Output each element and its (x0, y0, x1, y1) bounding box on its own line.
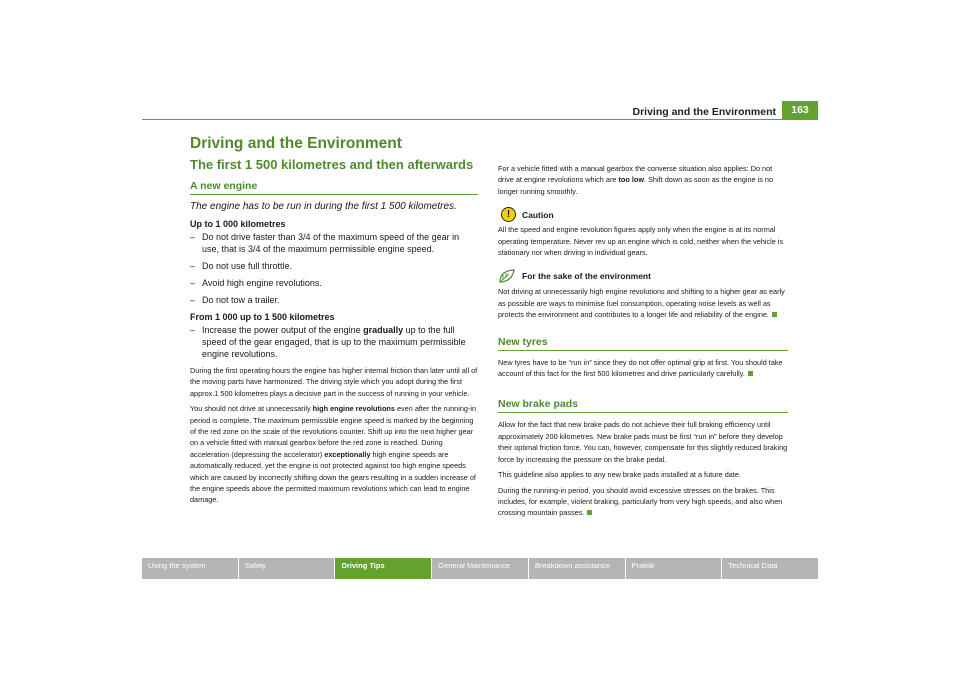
emphasis-gradually: gradually (363, 325, 404, 335)
running-header-title: Driving and the Environment (632, 106, 776, 118)
section-lead: The engine has to be run in during the first 1 500 kilometres. (190, 201, 457, 212)
text-run: up to the full speed of the gear engaged, that is up to the maximum permissible engine revolutions. (202, 325, 466, 359)
group-title-1000-1500: From 1 000 up to 1 500 kilometres (190, 312, 335, 322)
end-mark-icon (587, 510, 592, 515)
emphasis-exceptionally: exceptionally (324, 449, 371, 459)
emphasis-too-low: too low (618, 175, 645, 185)
tab-safety[interactable]: Safety (239, 558, 335, 579)
list-item: – Avoid high engine revolutions. (190, 277, 478, 289)
chapter-title: Driving and the Environment (190, 135, 402, 152)
list-1000-1500 (190, 324, 478, 360)
brakes-text-3 (498, 485, 788, 519)
end-mark-icon (748, 371, 753, 376)
tab-technical-data[interactable]: Technical Data (722, 558, 818, 579)
chapter-subtitle: The first 1 500 kilometres and then afterwards (190, 157, 474, 172)
paragraph-friction: During the first operating hours the engine has higher internal friction than later until all of the moving parts have harmonized. The driving style which you adopt during the first approx.1 500 kilometres plays a decisive part in the success of running in your vehicle. (190, 366, 478, 398)
caution-heading (498, 207, 788, 222)
emphasis-high-revolutions: high engine revolutions (312, 404, 395, 414)
chapter-tabs (142, 558, 818, 579)
tab-using-the-system[interactable]: Using the system (142, 558, 238, 579)
text-run: You should not drive at unnecessarily (190, 404, 313, 414)
text-run: New tyres have to be “run in” since they do not offer optimal grip at first. You should take account of this fact for the first 500 kilometres and drive particularly carefully. (498, 357, 783, 379)
list-item: – Do not tow a trailer. (190, 294, 478, 306)
text-run: even after the running-in period is complete. The maximum permissible engine speed is marked by the beginning of the red zone on the scale of the revolutions counter. Shift up into the next higher gear on a vehicle fitted with manual gearbox before the red zone is reached. During acceleration (depressing the accelerator) (190, 404, 477, 459)
page-number: 163 (782, 101, 818, 119)
text-run: Increase the power output of the engine (202, 325, 364, 335)
caution-title: Caution (522, 209, 554, 220)
section-new-brake-pads (498, 397, 788, 518)
caution-icon: ! (501, 207, 516, 222)
tyres-text (498, 357, 788, 380)
tab-praktik[interactable]: Praktik (626, 558, 722, 579)
paragraph-manual-gearbox (498, 163, 788, 197)
section-title-new-engine: A new engine (190, 179, 478, 195)
leaf-icon (498, 268, 516, 284)
section-new-tyres (498, 335, 788, 380)
header-rule (142, 119, 818, 120)
caution-text: All the speed and engine revolution figures apply only when the engine is at its normal operating temperature. Never rev up an engine which is cold, neither when the vehicle is stationary nor when driving in individual gears. (498, 225, 784, 258)
left-column (190, 130, 478, 510)
text-run: high engine speeds are automatically reduced, yet the engine is not protected against too high engine speeds which are caused by incorrectly shifting down the gears resulting in a sudden increase of the engine speeds above the permitted maximum revolutions which can lead to engine damage. (190, 449, 476, 505)
text-run: During the running-in period, you should avoid excessive stresses on the brakes. This includes, for example, violent braking, particularly from very high speeds, and also when crossing mountain passes. (498, 485, 783, 518)
section-title-new-tyres: New tyres (498, 335, 788, 351)
right-column (498, 130, 788, 523)
section-title-new-brake-pads: New brake pads (498, 397, 788, 413)
text-run: Not driving at unnecessarily high engine revolutions and shifting to a higher gear as early as possible are ways to minimise fuel consumption, operating noise levels as well as protects the environment and contributes to a longer life and reliability of the engine. (498, 287, 785, 320)
list-item (190, 324, 478, 360)
environment-text (498, 286, 788, 320)
list-up-to-1000 (190, 231, 478, 306)
paragraph-revolutions (190, 403, 478, 506)
environment-heading (498, 268, 788, 284)
list-item: – Do not drive faster than 3/4 of the maximum speed of the gear in use, that is 3/4 of the maximum permissible engine speed. (190, 231, 478, 255)
brakes-text-2: This guideline also applies to any new brake pads installed at a future date. (498, 470, 741, 480)
tab-breakdown-assistance[interactable]: Breakdown assistance (529, 558, 625, 579)
end-mark-icon (772, 312, 777, 317)
tab-general-maintenance[interactable]: General Maintenance (432, 558, 528, 579)
environment-title: For the sake of the environment (522, 271, 651, 282)
list-item: – Do not use full throttle. (190, 260, 478, 272)
text-run: . Shift down as soon as the engine is no longer running smoothly. (498, 175, 774, 196)
group-title-up-to-1000: Up to 1 000 kilometres (190, 219, 286, 229)
tab-driving-tips[interactable]: Driving Tips (335, 558, 431, 579)
brakes-text-1: Allow for the fact that new brake pads do not achieve their full braking efficiency until approximately 200 kilometres. New brake pads must be first “run in” before they develop their optimal friction force. You can, however, compensate for this slightly reduced braking force by increasing the pressure on the brake pedal. (498, 420, 788, 464)
text-run: For a vehicle fitted with a manual gearbox the converse situation also applies: Do not drive at engine revolutions which are (498, 164, 773, 185)
